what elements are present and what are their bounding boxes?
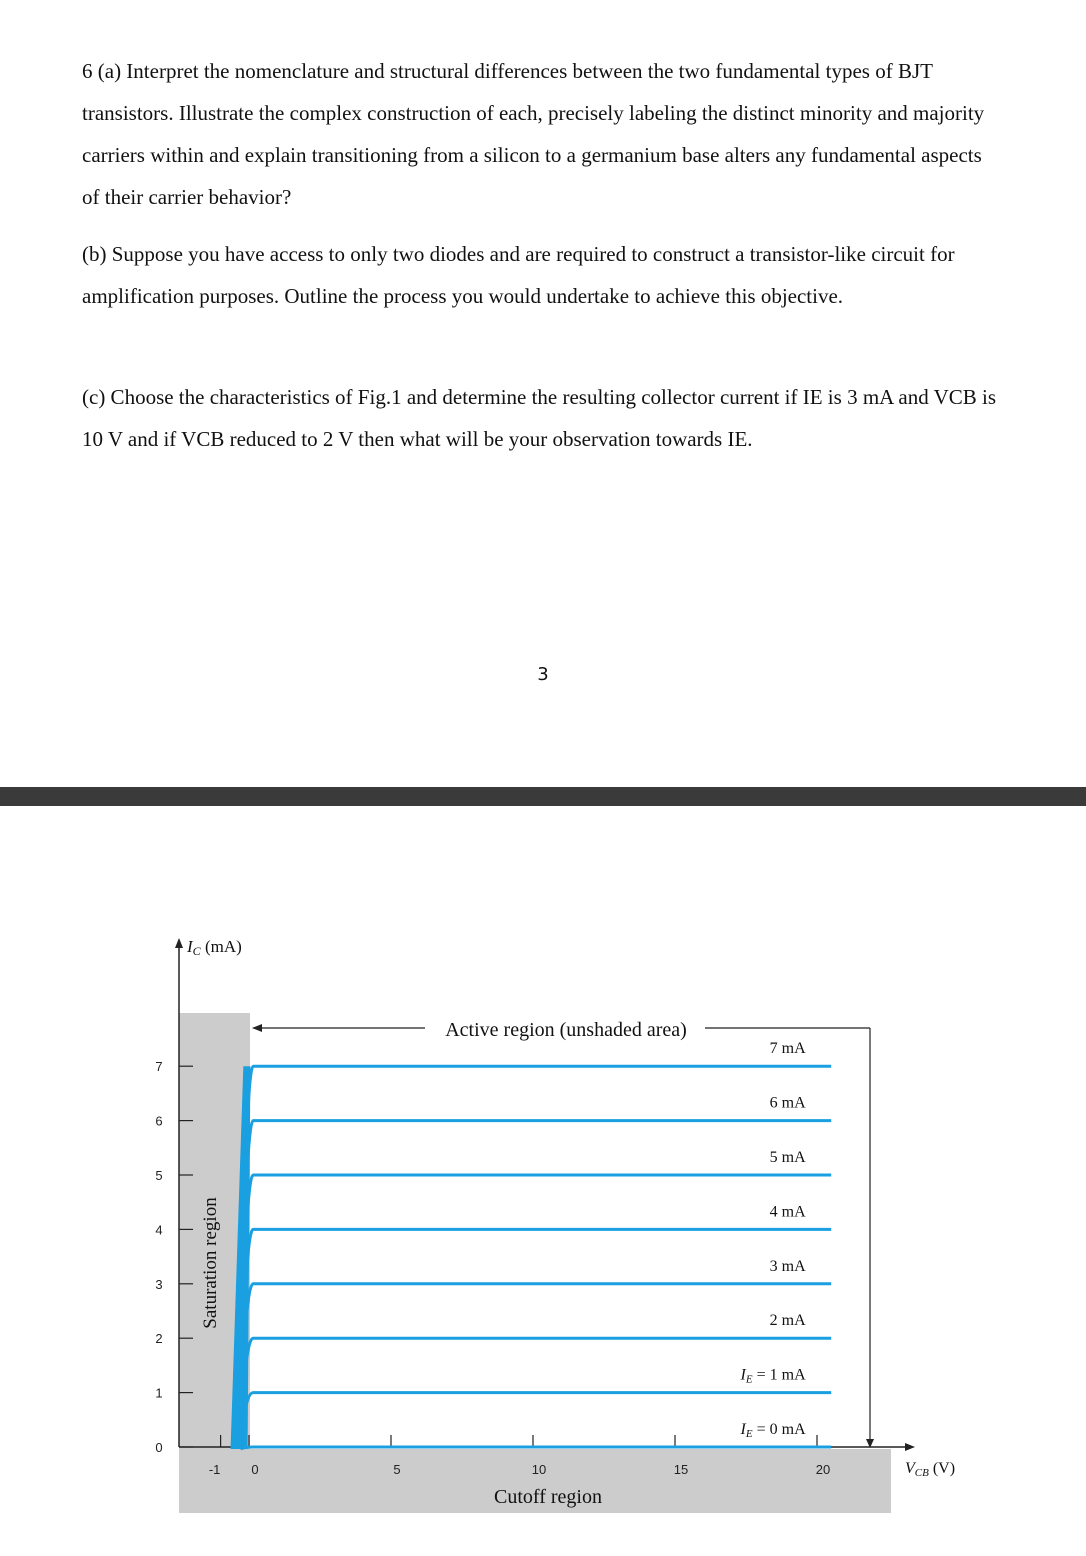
curve-label-0ma: IE = 0 mA xyxy=(740,1421,806,1440)
x-axis-label: VCB (V) xyxy=(905,1460,956,1479)
x-tick-label: 10 xyxy=(531,1462,547,1477)
x-tick-label: 20 xyxy=(815,1462,831,1477)
y-tick-label: 2 xyxy=(155,1331,163,1347)
page-number: 3 xyxy=(537,664,549,685)
curve-label-5ma: 5 mA xyxy=(769,1149,806,1166)
y-axis-label: IC (mA) xyxy=(187,937,242,958)
y-tick-label: 6 xyxy=(155,1113,163,1129)
y-tick-label: 1 xyxy=(155,1385,163,1401)
x-tick-label: 5 xyxy=(393,1462,401,1477)
x-axis-arrow xyxy=(905,1443,915,1451)
question-6c: (c) Choose the characteristics of Fig.1 and determine the resulting collector current if IE is 3 mA and VCB is 10 V and if VCB reduced to 2 V then what will be your observation towards IE. xyxy=(82,385,997,451)
characteristics-chart xyxy=(0,900,1086,1540)
y-tick-label: 3 xyxy=(155,1276,163,1292)
curve-label-7ma: 7 mA xyxy=(769,1040,806,1058)
x-tick-label: 0 xyxy=(251,1462,259,1477)
curve-label-6ma: 6 mA xyxy=(769,1094,806,1112)
active-arrow-head xyxy=(252,1024,262,1032)
question-6a: 6 (a) Interpret the nomenclature and structural differences between the two fundamental types of BJT transistors. Illustrate the complex construction of each, precisely labeling the distinct minority and majority carriers within and explain transitioning from a silicon to a germanium base alters any fundamental aspects of their carrier behavior? xyxy=(82,59,985,209)
y-tick-label: 7 xyxy=(155,1059,163,1075)
x-tick-label: -1 xyxy=(208,1462,221,1477)
y-tick-label: 4 xyxy=(155,1222,163,1238)
cutoff-region-label: Cutoff region xyxy=(494,1486,602,1508)
saturation-region-label: Saturation region xyxy=(200,1197,221,1329)
active-region-label: Active region (unshaded area) xyxy=(445,1019,687,1041)
ic-curve-0ma xyxy=(240,1447,831,1449)
x-tick-label: 15 xyxy=(673,1462,689,1477)
page-divider xyxy=(0,787,1086,806)
question-6b: (b) Suppose you have access to only two diodes and are required to construct a transistor-like circuit for amplification purposes. Outline the process you would undertake to achieve this objective. xyxy=(82,242,955,308)
y-axis-arrow xyxy=(175,938,183,948)
ic-curve-5ma xyxy=(240,1175,831,1449)
curve-label-2ma: 2 mA xyxy=(769,1312,806,1330)
y-tick-label: 0 xyxy=(155,1440,163,1455)
curve-label-4ma: 4 mA xyxy=(769,1203,806,1221)
curve-label-1ma: IE = 1 mA xyxy=(740,1366,806,1386)
curve-label-3ma: 3 mA xyxy=(769,1257,806,1275)
y-tick-label: 5 xyxy=(155,1168,163,1183)
